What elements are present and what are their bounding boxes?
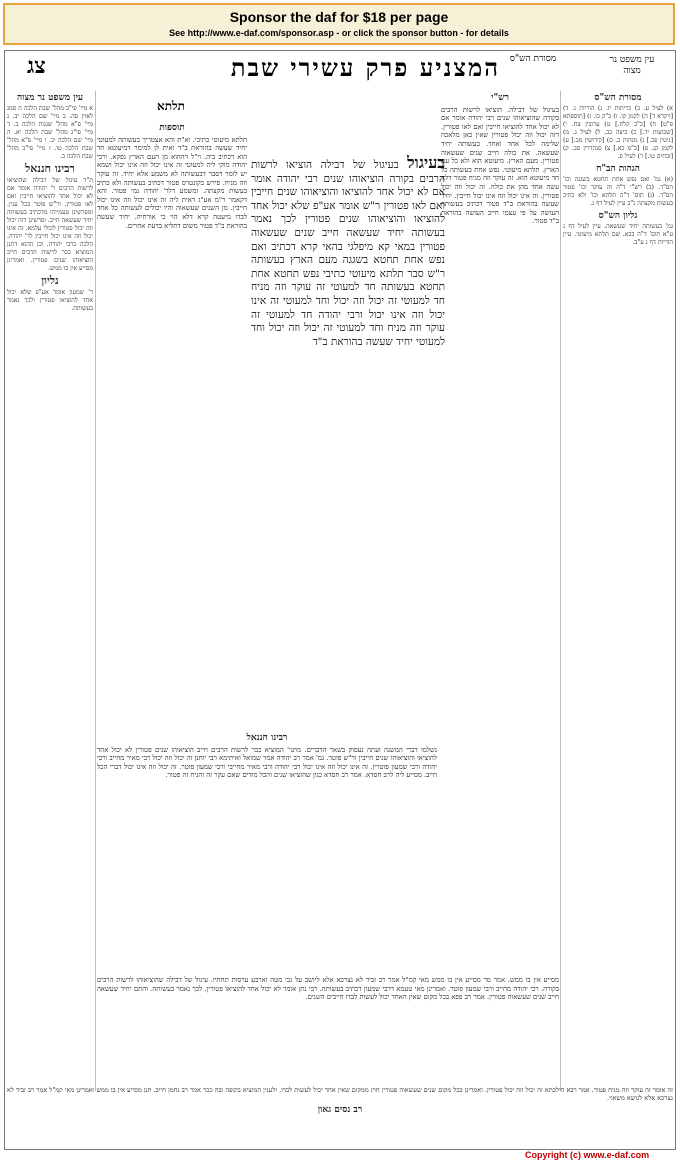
masoret-label: מסורת הש"ס [594,93,642,103]
copyright-link[interactable]: Copyright (c) www.e-daf.com [525,1150,650,1160]
gemara-body: בעיגול של דבילה הוציאו לרשות הרבים בקורה הוציאוהו שנים רבי יהודה אומר אם לא יכול אחד להוציאו והוציאוהו שנים חייבין ואם לאו פטורין ר"ש אומר אע"פ שלא יכול אחד להוציאו והוציאוהו שנים פטורין לכך נאמר בעשותה יחיד שעשאה חייב שנים שעשאוה פטורין במאי קא מיפלגי בהאי קרא דכתיב ואם נפש אחת תחטא בשגגה מעם הארץ בעשותה ר"ש סבר תלתא מיעוטי כתיבי נפש תחטא אחת תחטא בעשותה חד למעוטי זה עוקר וזה מניח חד למעוטי זה יכול וזה יכול וחד למעוטי זה אינו יכול וזה אינו יכול ורבי יהודה חד למעוטי זה עוקר וזה מניח וחד למעוטי זה יכול וזה יכול וחד למעוטי יחיד שעשה בהוראת ב"ד [251,159,445,348]
lower-commentary-label: רבינו חננאל [246,733,288,743]
footer-text: זה אומר זה עוקר וזה מניח פטור. אמר רבא הילכתא זה יכול וזה יכול פטורין. ואמרינן בכל מקום שנים שעשאוה פטורין חוץ ממקום שאין אחד יכול לעשות לבדו. ולענין המוציא בקופה ובה ככר אמר רב נחמן חייב. תנן מסייע אין בו ממש ואמרינן מאי קמ"ל אמר רב זביד לא נצרכא אלא לנושא משאוי. [7,1086,673,1103]
ein-mishpat-items: א מיי' פי"ב מהל' שבת הלכה ה סמג לאוין סה. ב מיי' שם הלכה יב. ג מיי' פ"א מהל' שגגות הלכה ב. ד מיי' פי"ג מהל' שבת הלכה יא. ה מיי' שם הלכה יב. ו מיי' פ"א מהל' שבת הלכה טו. ז מיי' פי"ב מהל' שבת הלכה ב. [7,105,93,160]
ein-mishpat-label: עין משפט נר מצוה [16,93,84,103]
gilyon-label: גליון הש"ס [598,211,638,221]
rashi-column [441,91,559,1111]
masoret-label: מסורת הש"ס [509,54,557,64]
ein-mishpat-label: עין משפט נר מצוה [609,55,655,76]
rabbeinu-chananel-label: רבינו חננאל [25,162,75,175]
gilyon-text: גמ' בעשותה יחיד שעשאה. עיין לעיל דף ג ע"א תוס' ד"ה בבא. שם תלתא מיעוטי. עיין הוריות דף ג ע"ב. [563,223,673,246]
opening-word: בעיגול [407,154,445,172]
bottom-commentary-text: מסייע אין בו ממש. אמר מר מסייע אין בו ממש מאי קמ"ל אמר רב זביד לא נצרכא אלא ליושב על גבי מטה וארבע ערסות תחתיו. עיגול של דבילה שהוציאוהו לרשות הרבים בקורה. רבי יהודה מחייב ורבי שמעון פוטר. ואמרינן מאי טעמא דרבי שמעון דכתיב בעשותה. רבי נתן אומר לא יכול אחד להוציאו פטורין. לכך נאמר בעשותה. והתם יחיד שעשאה חייב שנים שעשאוה פטורין. אמר רב פפא בכל מקום שאין האחד יכול לעשות לבדו חייבים השנים. [97,976,559,1002]
right-margin [563,91,673,1150]
chapter-title: המצניע פרק עשירי שבת [230,53,500,82]
sponsor-subtitle: See http://www.e-daf.com/sponsor.asp - or click the sponsor button - for details [169,28,509,38]
folio-number: צג [27,53,46,79]
tosafot-label: תוספות [159,123,185,133]
bottom-commentary [97,976,559,1086]
tosafot-text: תלתא מיעוטי כתיבי. וא"ת והא אצטריך בעשותה למעוטי יחיד שעשה בהוראת ב"ד ואית לן למימר דמיעוטא חד הוא דכתיב ביה. וי"ל דההוא מן העם הארץ נפקא. ורבי יהודה מוקי ליה למעוטי זה אינו יכול וזה אינו יכול ושמא יש לומר דסבר דבעשותה לא משמע אלא יחיד. זה עוקר וזה מניח. פירש בקונטרס פטור דכתיב בעשותה ולא כתיב בעשות מקצתה. ומשמע דלר' יהודה נמי פטור. והא דקאמר ר"מ אע"ג דאית ליה זה אינו יכול וזה אינו יכול חייבין. מן השנים שעשאוה והיו יכולים לעשותה כל אחד לבדו מיעטה קרא דלא הוי כי אורחיה. יחיד שעשה בהוראת ב"ד פטור משום דתליא בדעת אחרים. [97,135,247,230]
column-divider [95,91,96,1091]
left-margin [7,91,93,1150]
lower-commentary-text: נשלמו דברי המשנה ועתה נעסוק בשאר הדברים. מתני' המוציא ככר לרשות הרבים חייב הוציאוהו שנים פטורין לא יכול אחד להוציאו והוציאוהו שנים חייבין ור"ש פוטר. גמ' אמר רב יהודה אמר שמואל ואיתימא רבי יוחנן זה יכול וזה יכול רבי מאיר מחייב ורבי יהודה ורבי שמעון פוטרין. זה אינו יכול וזה אינו יכול רבי יהודה ורבי מאיר מחייבי ורבי שמעון פוטר. זה יכול וזה אינו יכול דברי הכל חייב. מסייע ליה לרב חסדא. אמר רב חסדא כגון שהוציאו שנים והכל מודים שאם עקר זה והניח זה פטור. [97,745,437,780]
tosafot-heading: תלתא [157,99,185,113]
gemara-main-text [251,154,445,714]
rabbeinu-chananel-text: ת"ר עיגול של דבילה שהוציאו לרשות הרבים ר' יהודה אומר אם לא יכול אחד להוציאו חייבין ואם לאו פטורין. ור"ש פוטר בכל ענין. ומפרשינן טעמייהו מדכתיב בעשותה יחיד שעשאה חייב. ופרשינן דזה יכול וזה יכול פטורין לכולי עלמא. זה אינו יכול וזה אינו יכול חייבין לר' יהודה. הלכה כרבי יהודה. וכן ההוא דתנן המוציא ככר לרשות הרבים חייב הוציאוהו שנים פטורין. ואמרינן מסייע אין בו ממש. [7,177,93,272]
page-footer [7,1086,673,1148]
footer-credit: רב נסים גאון [317,1105,363,1116]
rashi-label: רש"י [491,93,509,103]
column-divider [560,91,561,1091]
page-header [5,51,675,91]
lower-commentary [97,731,437,971]
gilyon-text: ר' שמעון אומר אע"פ שלא יכול אחד להוציאו פטורין ולכך נאמר בעשותה. [7,289,93,312]
talmud-page [4,50,676,1150]
sponsor-banner[interactable] [3,3,675,45]
hagahot-text: (א) גמ' ואם נפש אחת תחטא בשגגה וכו' הס"ד. (ב) רש"י ד"ה זה עוקר וכו' פטור הס"ד. (ג) תוס' ד"ה תלתא וכו' ולא כתיב בעשות מקצתה נ"ב עיין לעיל דף ג. [563,176,673,207]
masoret-text: א) לעיל ע. ב) כריתות יז. ג) הוריות ג. ד) [ויקרא ד] ה) לקמן קו. ו) ב"ק כו. ז) [תוספתא פ"ט] ח) [ב"ב קלח.] ט) ערובין צח. י) [שבועות יד.] כ) ביצה כב. ל) לעיל ג. מ) [גיטין פב.] נ) מנחות כ. ס) [קידושין מב.] ע) לקמן קג. פ) [ב"מ כא.] צ) סנהדרין סב. ק) [זבחים טו.] ר) לעיל פ. [563,105,673,160]
tosafot-column [97,121,247,761]
sponsor-title[interactable]: Sponsor the daf for $18 per page [229,9,449,25]
rashi-text: בעיגול של דבילה. הוציאו לרשות הרבים בקורה שהוציאוהו שנים רבי יהודה אומר אם לא יכול אחד להוציאו חייבין ואם לאו פטורין. דזה יכול וזה יכול פטורין שאין כאן מלאכה שלימה לכל אחד ואחד. בעשותה יחיד שעשאה. את כולה חייב שנים שעשאוה פטורין. מעם הארץ. מיעוטא הוא ולא כל עם הארץ. תלתא מיעוטי. נפש אחת בעשותה כל חד מיעוטא הוא. זה עוקר וזה מניח פטור דלא עשה אחד מהן את כולה. זה יכול וזה יכול פטורין. זה אינו יכול וזה אינו יכול חייבין. יחיד שעשה בהוראת ב"ד פטור דכתיב בעשותה העושה על פי עצמו חייב העושה בהוראת ב"ד פטור. [441,105,559,226]
gilyon-label: נליון [41,274,59,287]
hagahot-label: הגהות הב"ח [596,164,640,174]
